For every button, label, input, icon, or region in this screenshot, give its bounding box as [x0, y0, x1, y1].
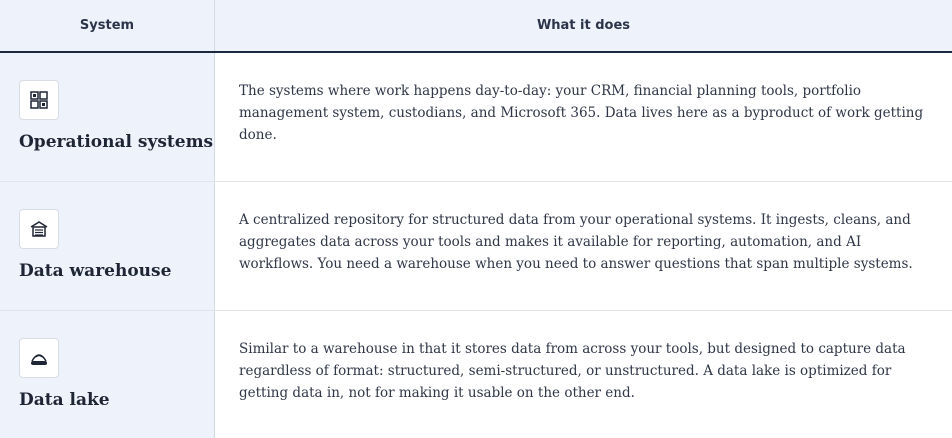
lake-icon [19, 338, 59, 378]
header-what-it-does: What it does [536, 18, 631, 33]
system-name: Data warehouse [19, 261, 172, 281]
grid-icon [19, 80, 59, 120]
table-header [0, 0, 952, 53]
table-row-operational-systems [0, 53, 952, 182]
system-description: A centralized repository for structured data from your operational systems. It ingests, cleans, and aggregates data across your tools and makes it available for reporting, automation, and AI workflows. You need a warehouse when you need to answer questions that span multiple systems. [239, 212, 913, 272]
system-cell [0, 182, 215, 310]
system-cell [0, 53, 215, 181]
header-system: System [0, 0, 215, 51]
system-description: The systems where work happens day-to-day: your CRM, financial planning tools, portfolio management system, custodians, and Microsoft 365. Data lives here as a byproduct of work getting done. [239, 83, 924, 143]
table-row-data-lake [0, 311, 952, 438]
system-name: Operational systems [19, 132, 214, 152]
system-cell [0, 311, 215, 438]
system-description: Similar to a warehouse in that it stores data from across your tools, but designed to capture data regardless of format: structured, semi-structured, or unstructured. A data lake is optimized for getting data in, not for making it usable on the other end. [239, 341, 906, 401]
system-name: Data lake [19, 390, 110, 410]
warehouse-icon [19, 209, 59, 249]
table-row-data-warehouse [0, 182, 952, 311]
